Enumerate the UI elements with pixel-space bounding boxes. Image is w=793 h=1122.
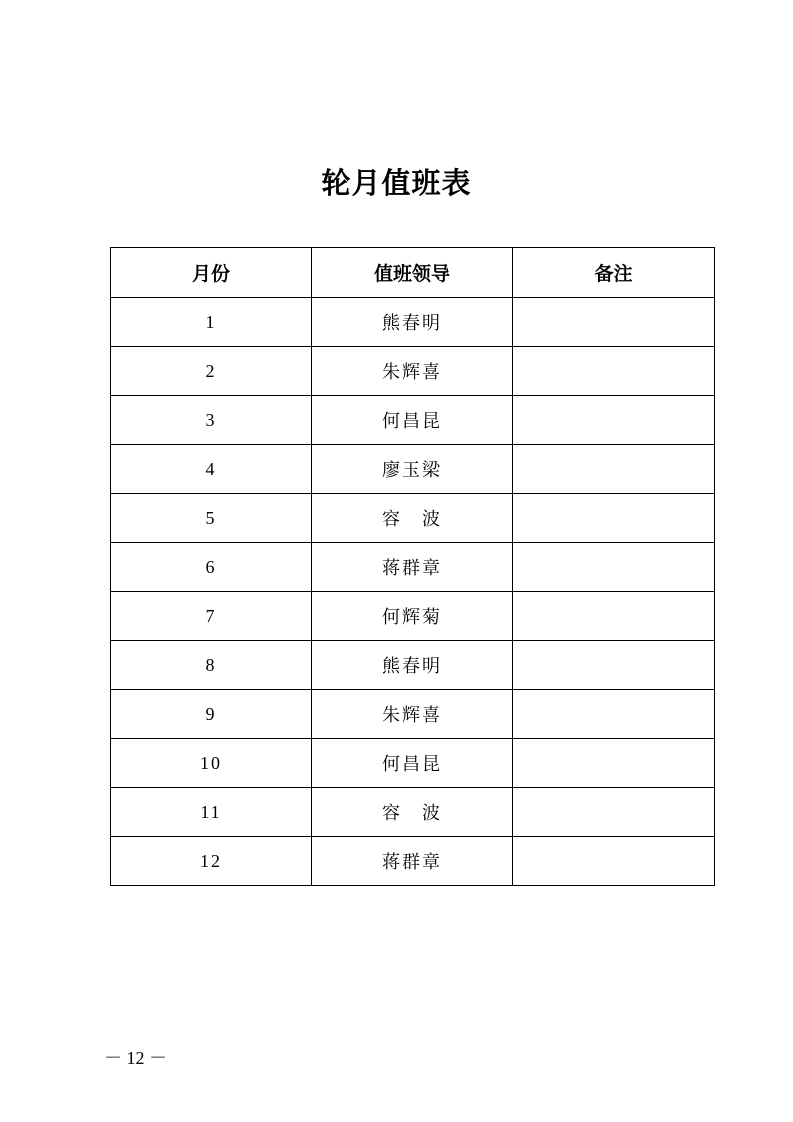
month-cell: 3 [111, 396, 312, 445]
leader-cell: 何昌昆 [312, 739, 513, 788]
note-cell [513, 837, 715, 886]
note-cell [513, 543, 715, 592]
month-cell: 8 [111, 641, 312, 690]
month-cell: 12 [111, 837, 312, 886]
table-row [111, 788, 715, 837]
note-cell [513, 396, 715, 445]
table-row [111, 298, 715, 347]
table-row [111, 592, 715, 641]
table-row [111, 690, 715, 739]
header-duty-leader: 值班领导 [312, 248, 513, 298]
table-row [111, 739, 715, 788]
note-cell [513, 788, 715, 837]
note-cell [513, 445, 715, 494]
leader-cell: 容 波 [312, 494, 513, 543]
leader-cell: 蒋群章 [312, 543, 513, 592]
page-number: － 12 － [104, 1048, 167, 1068]
leader-cell: 熊春明 [312, 298, 513, 347]
header-month: 月份 [111, 248, 312, 298]
month-cell: 9 [111, 690, 312, 739]
note-cell [513, 690, 715, 739]
duty-roster-table [110, 247, 715, 886]
table-row [111, 396, 715, 445]
leader-cell: 朱辉喜 [312, 347, 513, 396]
table-header-row [111, 248, 715, 298]
note-cell [513, 641, 715, 690]
month-cell: 5 [111, 494, 312, 543]
leader-cell: 廖玉梁 [312, 445, 513, 494]
table-row [111, 494, 715, 543]
note-cell [513, 494, 715, 543]
leader-cell: 朱辉喜 [312, 690, 513, 739]
note-cell [513, 592, 715, 641]
header-remarks: 备注 [513, 248, 715, 298]
month-cell: 1 [111, 298, 312, 347]
month-cell: 10 [111, 739, 312, 788]
leader-cell: 何辉菊 [312, 592, 513, 641]
table-row [111, 837, 715, 886]
note-cell [513, 298, 715, 347]
month-cell: 11 [111, 788, 312, 837]
note-cell [513, 347, 715, 396]
table-row [111, 641, 715, 690]
month-cell: 6 [111, 543, 312, 592]
leader-cell: 何昌昆 [312, 396, 513, 445]
leader-cell: 容 波 [312, 788, 513, 837]
table-row [111, 543, 715, 592]
leader-cell: 蒋群章 [312, 837, 513, 886]
month-cell: 2 [111, 347, 312, 396]
table-row [111, 445, 715, 494]
page-title: 轮月值班表 [321, 166, 472, 200]
table-row [111, 347, 715, 396]
note-cell [513, 739, 715, 788]
leader-cell: 熊春明 [312, 641, 513, 690]
month-cell: 4 [111, 445, 312, 494]
month-cell: 7 [111, 592, 312, 641]
